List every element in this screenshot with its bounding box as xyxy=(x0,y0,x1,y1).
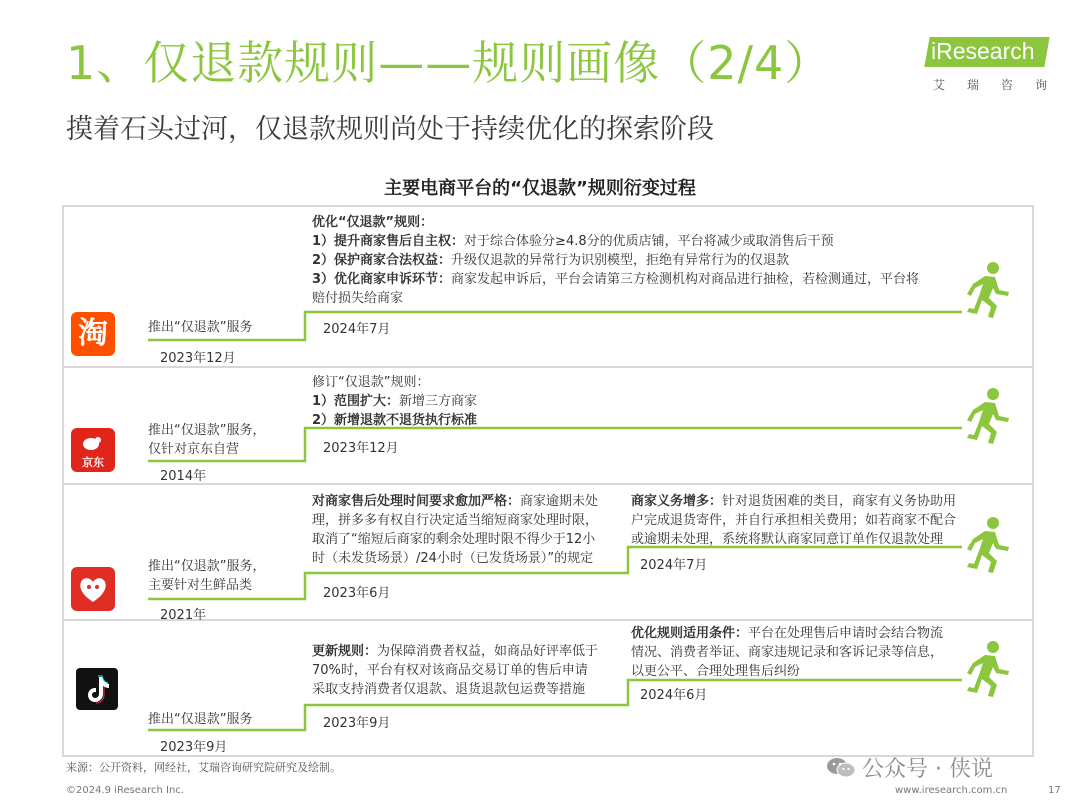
page-subtitle: 摸着石头过河，仅退款规则尚处于持续优化的探索阶段 xyxy=(66,114,714,145)
row4-event1-date: 2023年9月 xyxy=(323,716,391,731)
row2-start-date: 2014年 xyxy=(160,469,207,484)
watermark xyxy=(826,752,993,783)
taobao-icon: 淘 xyxy=(71,312,115,356)
row2-start-label-2: 仅针对京东自营 xyxy=(148,442,240,457)
row2-event-date: 2023年12月 xyxy=(323,441,399,456)
page-number: 17 xyxy=(1048,785,1061,796)
row1-event-text: 优化“仅退款”规则： 1）提升商家售后自主权：对于综合体验分≥4.8分的优质店铺，平台将减少或取消售后干预 2）保护商家合法权益：升级仅退款的异常行为识别模型，拒绝有异常行为的仅退款 3）优化商家申诉环节：商家发起申诉后，平台会请第三方检测机构对商品进行抽检，若检测通过，平台将 赔付损失给商家 xyxy=(312,215,920,306)
row3-event2-text: 商家义务增多：针对退货困难的类目，商家有义务协助用 户完成退货寄件，并自行承担相关费用；如若商家不配合 或逾期未处理，系统将默认商家同意订单作仅退款处理 xyxy=(631,494,957,547)
website: www.iresearch.com.cn xyxy=(895,785,1008,796)
row1-event-date: 2024年7月 xyxy=(323,322,391,337)
wechat-icon xyxy=(826,756,856,780)
logo-text: iResearch xyxy=(931,38,1035,64)
row2-start-label: 推出“仅退款”服务， xyxy=(148,423,266,438)
row4-start-date: 2023年9月 xyxy=(160,740,228,755)
row3-start-label: 推出“仅退款”服务， xyxy=(148,559,266,574)
source-note: 来源：公开资料，网经社，艾瑞咨询研究院研究及绘制。 xyxy=(66,761,341,774)
page-title: 1、仅退款规则——规则画像（2/4） xyxy=(66,36,832,90)
row4-start-label: 推出“仅退款”服务 xyxy=(148,712,253,727)
jd-icon: 京东 xyxy=(71,428,115,472)
douyin-icon xyxy=(76,668,118,710)
row2-event-text: 修订“仅退款”规则： 1）范围扩大：新增三方商家 2）新增退款不退货执行标准 xyxy=(312,375,478,428)
row3-event2-date: 2024年7月 xyxy=(640,558,708,573)
row3-event1-date: 2023年6月 xyxy=(323,586,391,601)
runner-icons xyxy=(967,262,1009,697)
row4-event2-date: 2024年6月 xyxy=(640,688,708,703)
row1-start-label: 推出“仅退款”服务 xyxy=(148,320,253,335)
row1-start-date: 2023年12月 xyxy=(160,351,236,366)
row3-start-label-2: 主要针对生鲜品类 xyxy=(148,578,253,593)
row3-event1-text: 对商家售后处理时间要求愈加严格：商家逾期未处 理，拼多多有权自行决定适当缩短商家处理时限， 取消了“缩短后商家的剩余处理时限不得少于12小 时（未发货场景）/24小时（已发货场景）”的规定 xyxy=(312,494,599,566)
pinduoduo-icon xyxy=(71,567,115,611)
watermark-text: 公众号 · 侠说 xyxy=(862,757,993,782)
row4-event1-text: 更新规则：为保障消费者权益，如商品好评率低于 70%时，平台有权对该商品交易订单的售后申请 采取支持消费者仅退款、退货退款包运费等措施 xyxy=(312,644,599,697)
copyright: ©2024.9 iResearch Inc. xyxy=(66,785,184,796)
row3-start-date: 2021年 xyxy=(160,608,207,623)
row4-event2-text: 优化规则适用条件：平台在处理售后申请时会结合物流 情况、消费者举证、商家违规记录和客诉记录等信息， 以更公平、合理处理售后纠纷 xyxy=(631,626,944,679)
logo-subtext: 艾瑞咨询 xyxy=(933,78,1070,92)
chart-title: 主要电商平台的“仅退款”规则衍变过程 xyxy=(384,178,696,199)
